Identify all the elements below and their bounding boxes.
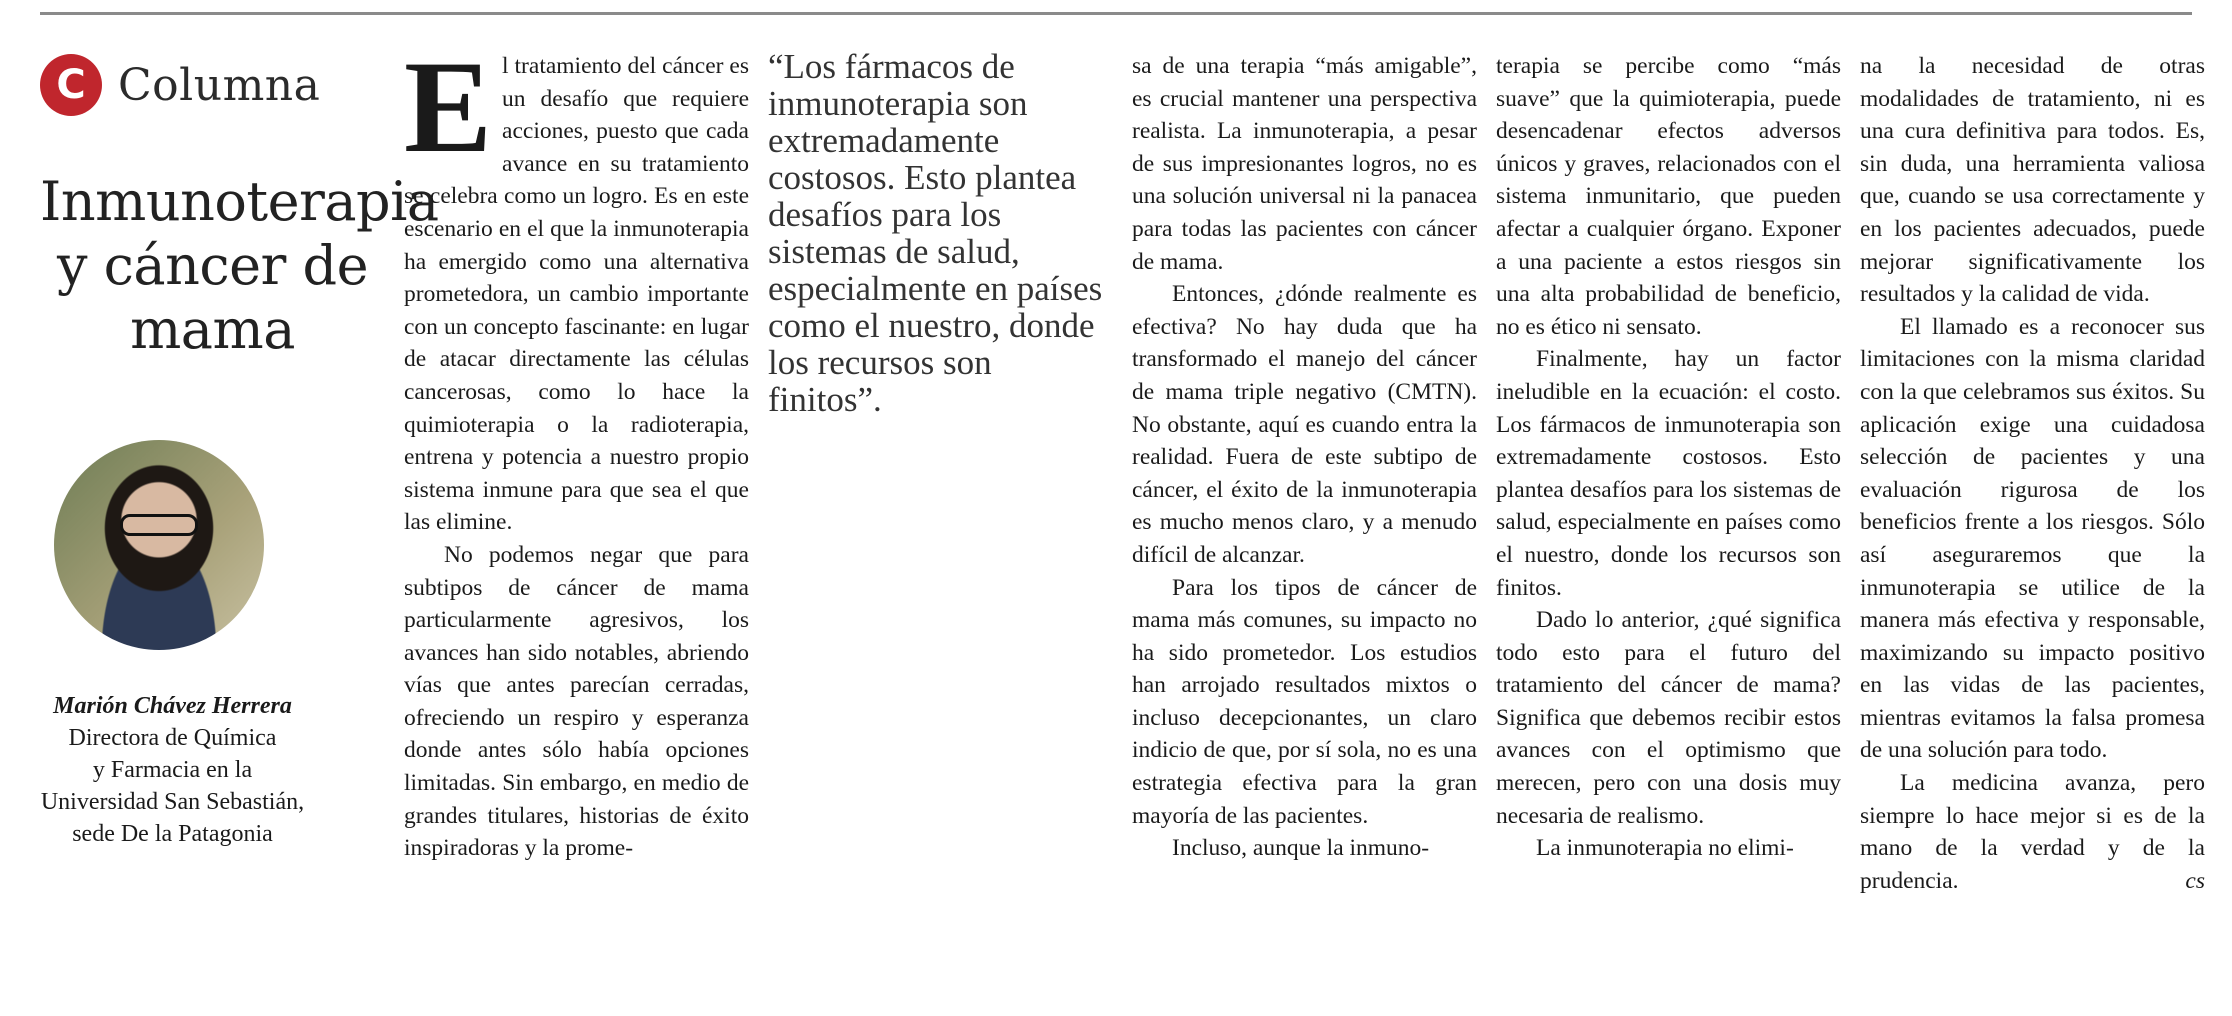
section-badge: C [40,54,102,116]
drop-cap: E [404,33,493,180]
end-mark: cs [2185,867,2205,894]
body-column-3 [1132,50,1477,865]
paragraph: na la necesidad de otras modalidades de tratamiento, ni es una cura definitiva para todos. Es, sin duda, una herramienta valiosa que, cuando se usa correctamente y en los pacientes adecuados, puede mejorar significativamente los resultados y la calidad de vida. [1860,53,2205,308]
paragraph: El llamado es a reconocer sus limitaciones con la misma claridad con la que celebramos sus éxitos. Su aplicación exige una cuidadosa selección de pacientes y una evaluación rigurosa de los beneficios frente a los riesgos. Sólo así aseguraremos que la inmunoterapia se utilice de la manera más efectiva y responsable, maximizando su impacto positivo en las vidas de las pacientes, mientras evitamos la falsa promesa de una solución para todo. [1860,313,2205,764]
pull-quote: “Los fármacos de inmunoterapia son extremadamente costosos. Esto plantea desafíos para los sistemas de salud, especialmente en países como el nuestro, donde los recursos son finitos”. [768,47,1103,419]
paragraph-text: La medicina avanza, pero siempre lo hace mejor si es de la mano de la verdad y de la prudencia. [1860,770,2205,894]
left-rail [40,50,439,362]
paragraph: Incluso, aunque la inmuno- [1172,835,1430,862]
body-column-1 [404,33,749,865]
author-photo [54,440,264,650]
paragraph: sa de una terapia “más amigable”, es crucial mantener una perspectiva realista. La inmunoterapia, a pesar de sus impresionantes logros, no es una solución universal ni la panacea para todas las pacientes con cáncer de mama. [1132,53,1477,275]
body-column-4 [1496,50,1841,865]
body-column-5 [1860,50,2205,897]
paragraph: Entonces, ¿dónde realmente es efectiva? No hay duda que ha transformado el manejo del cáncer de mama triple negativo (CMTN). No obstante, aquí es cuando entra la realidad. Fuera de este subtipo de cáncer, el éxito de la inmunoterapia es mucho menos claro, y a menudo difícil de alcanzar. [1132,281,1477,568]
paragraph [1860,767,2205,897]
author-credit [0,690,345,850]
author-role-line: y Farmacia en la [92,757,253,783]
paragraph: La inmunoterapia no elimi- [1536,835,1794,862]
paragraph: No podemos negar que para subtipos de cáncer de mama particularmente agresivos, los avances han sido notables, abriendo vías que antes parecían cerradas, ofreciendo un respiro y esperanza donde antes sólo había opciones limitadas. Sin embargo, en medio de grandes titulares, historias de éxito inspiradoras y la prome- [404,541,749,862]
paragraph [404,33,749,539]
author-role-line: sede De la Patagonia [72,821,273,847]
paragraph: terapia se percibe como “más suave” que la quimioterapia, puede desencadenar efectos adversos únicos y graves, relacionados con el sistema inmunitario, que pueden afectar a cualquier órgano. Exponer a una paciente a estos riesgos sin una alta probabilidad de beneficio, no es ético ni sensato. [1496,53,1841,340]
headline: Inmunoterapia y cáncer de mama [40,170,439,361]
paragraph: Finalmente, hay un factor ineludible en la ecuación: el costo. Los fármacos de inmunoterapia son extremadamente costosos. Esto plantea desafíos para los sistemas de salud, especialmente en países como el nuestro, donde los recursos son finitos. [1496,346,1841,601]
top-rule [40,12,2192,15]
paragraph: Dado lo anterior, ¿qué significa todo esto para el futuro del tratamiento del cáncer de mama? Significa que debemos recibir estos avances con el optimismo que merecen, pero con una dosis muy necesaria de realismo. [1496,607,1841,829]
paragraph-text: l tratamiento del cáncer es un desafío que requiere acciones, puesto que cada avance en su tratamiento se celebra como un logro. Es en este escenario en el que la inmunoterapia ha emergido como una alternativa prometedora, un cambio importante con un concepto fascinante: en lugar de atacar directamente las células cancerosas, como lo hace la quimioterapia o la radioterapia, entrena y potencia a nuestro propio sistema inmune para que sea el que las elimine. [404,53,749,536]
author-name: Marión Chávez Herrera [53,693,292,719]
section-label: Columna [118,59,321,111]
section-header [40,50,385,120]
glasses-shape [120,514,198,536]
author-role-line: Universidad San Sebastián, [40,789,305,815]
paragraph: Para los tipos de cáncer de mama más comunes, su impacto no ha sido prometedor. Los estudios han arrojado resultados mixtos o incluso decepcionantes, un claro indicio de que, por sí sola, no es una estrategia efectiva para la gran mayoría de las pacientes. [1132,574,1477,829]
author-role-line: Directora de Química [68,725,277,751]
